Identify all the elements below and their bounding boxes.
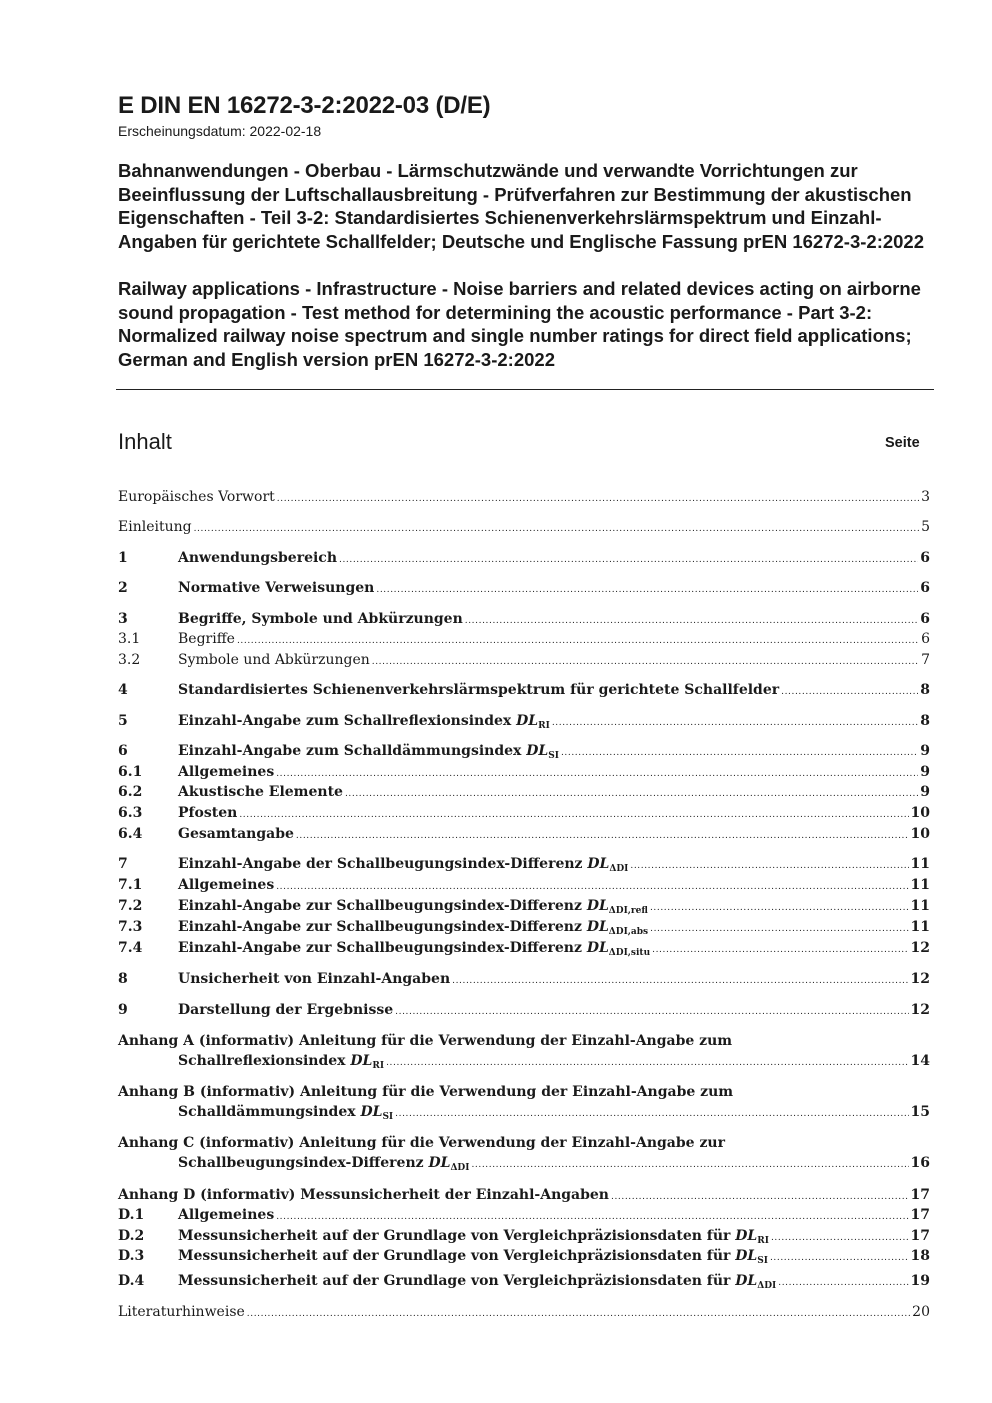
toc-entry-title: Einzahl-Angabe zur Schallbeugungsindex-Differenz $DL_{\Delta DI,situ}$	[178, 940, 651, 958]
issue-date: Erscheinungsdatum: 2022-02-18	[118, 123, 322, 139]
symbol-subscript: ΔDI,refl	[608, 906, 648, 916]
document-number: E DIN EN 16272-3-2:2022-03 (D/E)	[118, 92, 491, 119]
toc-leader-dots	[781, 681, 918, 703]
symbol-subscript: RI	[757, 1236, 769, 1246]
toc-entry-title: Gesamtangabe	[178, 826, 294, 842]
toc-entry-title: Standardisiertes Schienenverkehrslärmspektrum für gerichtete Schallfelder	[178, 682, 780, 698]
toc-entry[interactable]	[118, 802, 930, 824]
annex-title-line[interactable]: Anhang A (informativ) Anleitung für die Verwendung der Einzahl-Angabe zum	[118, 1033, 733, 1049]
toc-entry[interactable]	[118, 968, 930, 990]
toc-entry[interactable]	[118, 1204, 930, 1226]
toc-entry-title: Anwendungsbereich	[178, 550, 337, 566]
toc-entry[interactable]	[118, 577, 930, 599]
toc-entry-number: 7.3	[118, 919, 143, 935]
title-german: Bahnanwendungen - Oberbau - Lärmschutzwände und verwandte Vorrichtungen zur Beeinflussung der Luftschallausbreitung - Prüfverfahren zur Bestimmung der akustischen Eigenschaften - Teil 3-2: Standardisiertes Schienenverkehrslärmspektrum und Einzahl-Angaben für gerichtete Schallfelder; Deutsche und Englische Fassung prEN 16272-3-2:2022	[118, 160, 925, 252]
toc-leader-dots	[395, 1103, 908, 1125]
toc-entry-title: Allgemeines	[178, 1207, 275, 1223]
toc-entry-page: 3	[921, 489, 930, 505]
symbol-subscript: RI	[372, 1061, 385, 1071]
toc-entry-page: 20	[912, 1304, 930, 1320]
toc-entry-number: 7.4	[118, 940, 143, 956]
toc-entry-number: 6.1	[118, 764, 143, 780]
toc-entry-page: 6	[920, 580, 930, 596]
symbol-subscript: SI	[757, 1256, 768, 1266]
toc-entry-number: D.1	[118, 1207, 145, 1223]
toc-leader-dots	[372, 651, 919, 673]
toc-entry[interactable]	[118, 547, 930, 569]
toc-entry-title: Einzahl-Angabe zur Schallbeugungsindex-Differenz $DL_{\Delta DI,refl}$	[178, 898, 648, 916]
toc-leader-dots	[277, 488, 919, 510]
toc-entry[interactable]	[118, 1184, 930, 1206]
toc-entry-title: Pfosten	[178, 805, 238, 821]
toc-entry-title: Schallreflexionsindex $DL_{RI}$	[178, 1053, 385, 1071]
toc-entry[interactable]	[118, 1301, 930, 1323]
symbol: DL	[526, 743, 549, 759]
toc-entry-page: 16	[910, 1155, 930, 1171]
symbol: DL	[360, 1104, 383, 1120]
toc-entry-title: Messunsicherheit auf der Grundlage von Vergleichpräzisionsdaten für $DL_{RI}$	[178, 1228, 769, 1246]
toc-entry-number: 6.4	[118, 826, 143, 842]
symbol-subscript: SI	[548, 751, 559, 761]
toc-entry-page: 17	[910, 1207, 930, 1223]
toc-entry-number: 8	[118, 971, 128, 987]
toc-entry[interactable]	[118, 916, 930, 938]
toc-entry-title: Anhang D (informativ) Messunsicherheit der Einzahl-Angaben	[118, 1187, 609, 1203]
symbol-subscript: ΔDI,situ	[608, 948, 651, 958]
toc-entry-title: Einzahl-Angabe der Schallbeugungsindex-Differenz $DL_{\Delta DI}$	[178, 856, 629, 874]
toc-entry[interactable]	[118, 486, 930, 508]
toc-entry-number: 4	[118, 682, 128, 698]
symbol-subscript: ΔDI,abs	[608, 927, 649, 937]
annex-title-line[interactable]: Anhang B (informativ) Anleitung für die Verwendung der Einzahl-Angabe zum	[118, 1084, 734, 1100]
toc-entry-page: 11	[910, 898, 930, 914]
toc-entry-page: 18	[910, 1248, 930, 1264]
toc-entry-title: Akustische Elemente	[178, 784, 343, 800]
header-divider	[116, 389, 934, 390]
toc-entry-title: Einzahl-Angabe zum Schallreflexionsindex $DL_{RI}$	[178, 713, 550, 731]
toc-entry-number: D.3	[118, 1248, 145, 1264]
toc-entry[interactable]	[118, 608, 930, 630]
toc-leader-dots	[296, 825, 909, 847]
toc-entry-title: Schalldämmungsindex $DL_{SI}$	[178, 1104, 394, 1122]
toc-entry-page: 6	[920, 611, 930, 627]
toc-entry-number: 6	[118, 743, 128, 759]
toc-entry-title: Allgemeines	[178, 877, 275, 893]
symbol: DL	[587, 856, 610, 872]
toc-entry-title: Allgemeines	[178, 764, 275, 780]
toc-entry[interactable]	[118, 823, 930, 845]
toc-entry-page: 6	[921, 631, 930, 647]
toc-entry-page: 12	[910, 1002, 930, 1018]
toc-entry[interactable]	[118, 1245, 930, 1267]
toc-leader-dots	[247, 1303, 910, 1325]
toc-entry-number: 7.2	[118, 898, 143, 914]
toc-entry-title: Begriffe	[178, 631, 235, 647]
symbol: DL	[586, 919, 609, 935]
symbol-subscript: ΔDI	[609, 864, 629, 874]
toc-entry[interactable]	[118, 1152, 930, 1174]
toc-entry[interactable]	[118, 761, 930, 783]
toc-entry-number: 5	[118, 713, 128, 729]
toc-entry-page: 6	[920, 550, 930, 566]
toc-entry-number: D.2	[118, 1228, 145, 1244]
toc-entry-page: 9	[920, 743, 930, 759]
symbol: DL	[735, 1228, 758, 1244]
toc-entry-page: 9	[920, 784, 930, 800]
toc-entry-page: 12	[910, 940, 930, 956]
toc-entry-page: 10	[910, 826, 930, 842]
toc-leader-dots	[552, 712, 918, 734]
symbol-subscript: ΔDI	[450, 1163, 470, 1173]
toc-entry-number: 1	[118, 550, 128, 566]
symbol: DL	[350, 1053, 373, 1069]
toc-entry-title: Normative Verweisungen	[178, 580, 375, 596]
symbol-subscript: RI	[538, 721, 550, 731]
annex-title-line[interactable]: Anhang C (informativ) Anleitung für die Verwendung der Einzahl-Angabe zur	[118, 1135, 725, 1151]
toc-entry-title: Unsicherheit von Einzahl-Angaben	[178, 971, 451, 987]
toc-leader-dots	[395, 1001, 908, 1023]
toc-entry-page: 11	[910, 877, 930, 893]
toc-entry-page: 12	[910, 971, 930, 987]
toc-entry[interactable]	[118, 1270, 930, 1292]
toc-entry[interactable]	[118, 516, 930, 538]
toc-entry-title: Messunsicherheit auf der Grundlage von Vergleichpräzisionsdaten für $DL_{SI}$	[178, 1248, 768, 1266]
toc-entry-page: 17	[910, 1228, 930, 1244]
toc-entry[interactable]	[118, 999, 930, 1021]
toc-entry[interactable]	[118, 649, 930, 671]
toc-entry[interactable]	[118, 895, 930, 917]
toc-leader-dots	[339, 549, 918, 571]
toc-entry[interactable]	[118, 1101, 930, 1123]
toc-leader-dots	[770, 1247, 909, 1269]
toc-entry-page: 11	[910, 856, 930, 872]
toc-entry-page: 8	[920, 682, 930, 698]
toc-leader-dots	[386, 1052, 908, 1074]
toc-entry-title: Europäisches Vorwort	[118, 489, 275, 505]
toc-entry-title: Einzahl-Angabe zum Schalldämmungsindex $DL_{SI}$	[178, 743, 559, 761]
toc-entry[interactable]	[118, 740, 930, 762]
toc-entry-number: 9	[118, 1002, 128, 1018]
toc-leader-dots	[376, 579, 918, 601]
toc-entry-page: 10	[910, 805, 930, 821]
toc-entry-number: 7.1	[118, 877, 143, 893]
toc-entry-number: 3.2	[118, 652, 141, 668]
toc-entry-number: 6.3	[118, 805, 143, 821]
symbol: DL	[586, 940, 609, 956]
toc-entry-number: 6.2	[118, 784, 143, 800]
toc-entry-number: 7	[118, 856, 128, 872]
toc-entry-page: 11	[910, 919, 930, 935]
toc-entry-title: Begriffe, Symbole und Abkürzungen	[178, 611, 463, 627]
toc-entry[interactable]	[118, 628, 930, 650]
toc-leader-dots	[194, 518, 920, 540]
toc-entry[interactable]	[118, 937, 930, 959]
toc-entry-page: 9	[920, 764, 930, 780]
toc-entry[interactable]	[118, 1050, 930, 1072]
toc-page-label: Seite	[885, 435, 920, 451]
toc-entry-page: 19	[910, 1273, 930, 1289]
toc-entry[interactable]	[118, 853, 930, 875]
toc-entry[interactable]	[118, 874, 930, 896]
toc-entry-number: 3	[118, 611, 128, 627]
toc-entry[interactable]	[118, 679, 930, 701]
toc-entry[interactable]	[118, 781, 930, 803]
toc-entry-title: Literaturhinweise	[118, 1304, 245, 1320]
toc-entry-page: 17	[910, 1187, 930, 1203]
toc-leader-dots	[778, 1272, 908, 1294]
document-header	[118, 92, 934, 371]
toc-leader-dots	[452, 970, 908, 992]
title-english: Railway applications - Infrastructure - Noise barriers and related devices acting on airborne sound propagation - Test method for determining the acoustic performance - Part 3-2: Normalized railway noise spectrum and single number ratings for direct field applications; German and English version prEN 16272-3-2:2022	[118, 278, 921, 370]
toc-entry-title: Schallbeugungsindex-Differenz $DL_{\Delta DI}$	[178, 1155, 470, 1173]
toc-entry-number: D.4	[118, 1273, 145, 1289]
toc-heading: Inhalt	[118, 429, 172, 454]
toc-entry-number: 2	[118, 580, 128, 596]
symbol: DL	[735, 1248, 758, 1264]
toc-entry-page: 7	[921, 652, 930, 668]
toc-entry-page: 8	[920, 713, 930, 729]
toc-entry-title: Einleitung	[118, 519, 192, 535]
symbol: DL	[735, 1273, 758, 1289]
toc-entry-page: 14	[910, 1053, 930, 1069]
toc-entry-title: Symbole und Abkürzungen	[178, 652, 370, 668]
toc-entry-number: 3.1	[118, 631, 141, 647]
toc-entry-title: Messunsicherheit auf der Grundlage von Vergleichpräzisionsdaten für $DL_{\Delta DI}$	[178, 1273, 777, 1291]
toc-leader-dots	[471, 1154, 908, 1176]
toc-entry-title: Einzahl-Angabe zur Schallbeugungsindex-Differenz $DL_{\Delta DI,abs}$	[178, 919, 649, 937]
toc-leader-dots	[652, 939, 908, 961]
symbol-subscript: SI	[382, 1112, 394, 1122]
symbol: DL	[516, 713, 539, 729]
toc-entry-page: 15	[910, 1104, 930, 1120]
toc-entry-title: Darstellung der Ergebnisse	[178, 1002, 394, 1018]
symbol: DL	[428, 1155, 451, 1171]
toc-entry[interactable]	[118, 1225, 930, 1247]
symbol-subscript: ΔDI	[757, 1281, 777, 1291]
symbol: DL	[586, 898, 609, 914]
toc-entry-page: 5	[921, 519, 930, 535]
toc-entry[interactable]	[118, 710, 930, 732]
